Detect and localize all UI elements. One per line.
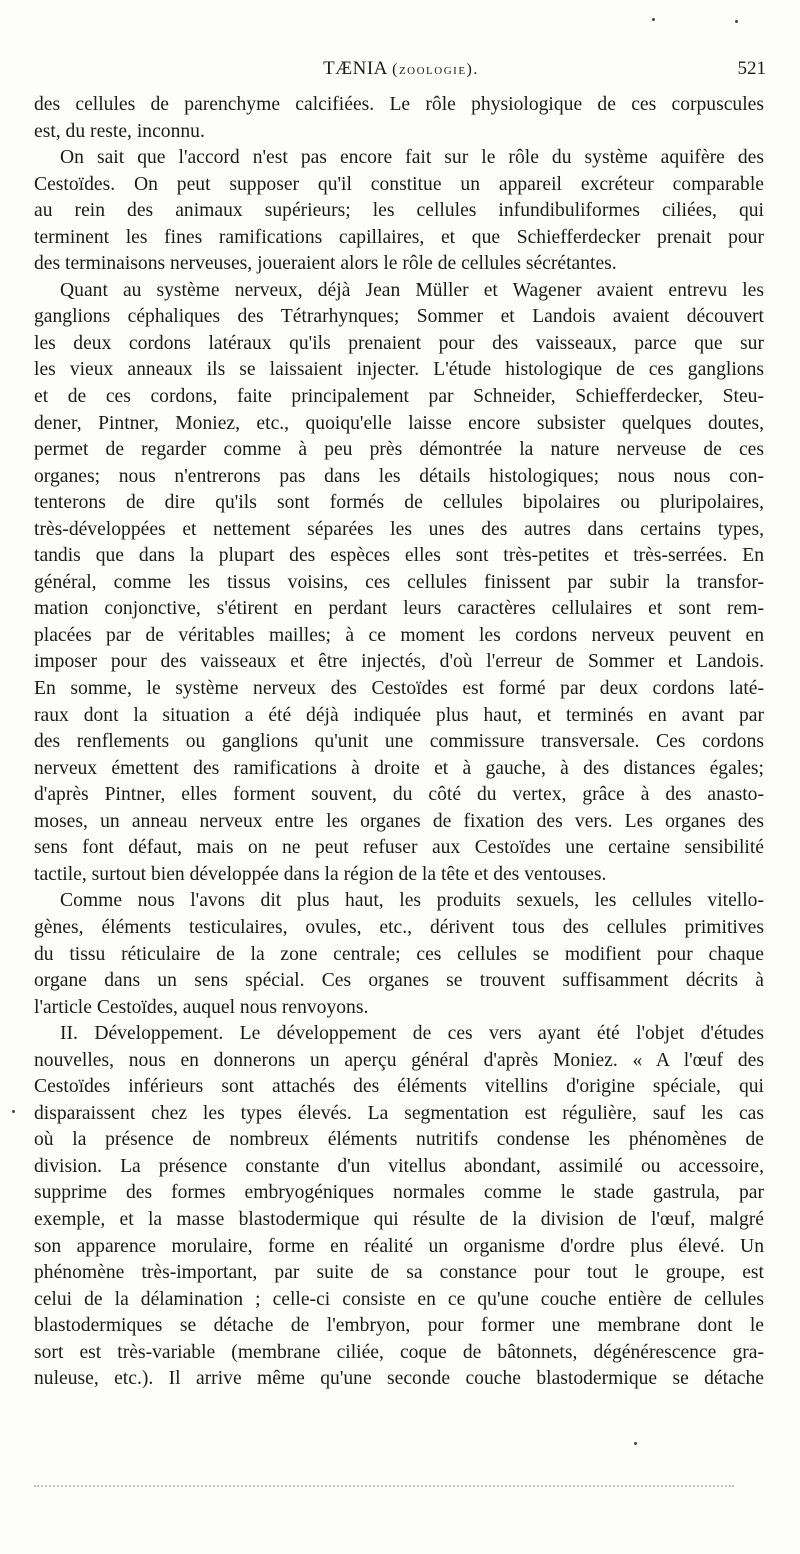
- text-line: phénomène très-important, par suite de sa constance pour tout le groupe, est: [34, 1262, 764, 1284]
- text-line: des terminaisons nerveuses, joueraient alors le rôle de cellules sécrétantes.: [34, 253, 617, 275]
- text-line: blastodermiques se détache de l'embryon, pour former une membrane dont le: [34, 1315, 764, 1337]
- text-line: les deux cordons latéraux qu'ils prenaient pour des vaisseaux, parce que sur: [34, 332, 764, 354]
- running-title-main: TÆNIA: [323, 58, 387, 79]
- text-line: mation conjonctive, s'étirent en perdant leurs caractères cellulaires et sont rem-: [34, 598, 764, 620]
- text-line: du tissu réticulaire de la zone centrale; ces cellules se modifient pour chaque: [34, 943, 764, 965]
- text-line: nouvelles, nous en donnerons un aperçu général d'après Moniez. « A l'œuf des: [34, 1049, 764, 1071]
- text-line: Cestoïdes inférieurs sont attachés des éléments vitellins d'origine spéciale, qui: [34, 1076, 764, 1098]
- running-header: [36, 58, 766, 90]
- text-line: nuleuse, etc.). Il arrive même qu'une seconde couche blastodermique se détache: [34, 1368, 764, 1390]
- text-line: gènes, éléments testiculaires, ovules, etc., dérivent tous des cellules primitives: [34, 916, 764, 938]
- text-line: organes; nous n'entrerons pas dans les détails histologiques; nous nous con-: [34, 465, 764, 487]
- text-line: raux dont la situation a été déjà indiquée plus haut, et terminés en avant par: [34, 704, 764, 726]
- text-line: sens font défaut, mais on ne peut refuser aux Cestoïdes une certaine sensibilité: [34, 837, 764, 859]
- scan-speck: [12, 1110, 15, 1113]
- text-line: où la présence de nombreux éléments nutritifs condense les phénomènes de: [34, 1129, 764, 1151]
- text-line: général, comme les tissus voisins, ces cellules finissent par subir la transfor-: [34, 571, 764, 593]
- footer-scan-artifact: [34, 1485, 734, 1489]
- scan-speck: [634, 1442, 637, 1445]
- text-line: On sait que l'accord n'est pas encore fait sur le rôle du système aquifère des: [60, 147, 764, 169]
- text-line: permet de regarder comme à peu près démontrée la nature nerveuse de ces: [34, 439, 764, 461]
- text-line: est, du reste, inconnu.: [34, 120, 205, 142]
- text-line: sort est très-variable (membrane ciliée, coque de bâtonnets, dégénérescence gra-: [34, 1341, 764, 1363]
- text-line: celui de la délamination ; celle-ci consiste en ce qu'une couche entière de cellules: [34, 1288, 764, 1310]
- text-line: tandis que dans la plupart des espèces elles sont très-petites et très-serrées. En: [34, 545, 764, 567]
- text-line: Quant au système nerveux, déjà Jean Müller et Wagener avaient entrevu les: [60, 279, 764, 301]
- text-line: supprime des formes embryogéniques normales comme le stade gastrula, par: [34, 1182, 764, 1204]
- running-title: [36, 58, 766, 80]
- scan-speck: [652, 18, 655, 21]
- text-line: des renflements ou ganglions qu'unit une commissure transversale. Ces cordons: [34, 731, 764, 753]
- text-line: très-développées et nettement séparées les unes des autres dans certains types,: [34, 518, 764, 540]
- text-line: imposer pour des vaisseaux et être injectés, d'où l'erreur de Sommer et Landois.: [34, 651, 764, 673]
- text-line: Cestoïdes. On peut supposer qu'il constitue un appareil excréteur comparable: [34, 173, 764, 195]
- text-line: tactile, surtout bien développée dans la région de la tête et des ventouses.: [34, 863, 607, 885]
- text-line: ganglions céphaliques des Tétrarhynques; Sommer et Landois avaient découvert: [34, 306, 764, 328]
- text-line: II. Développement. Le développement de ces vers ayant été l'objet d'études: [60, 1023, 764, 1045]
- text-line: En somme, le système nerveux des Cestoïdes est formé par deux cordons laté-: [34, 678, 764, 700]
- running-title-sub: (zoologie).: [392, 61, 479, 78]
- text-line: placées par de véritables mailles; à ce moment les cordons nerveux peuvent en: [34, 624, 764, 646]
- text-line: son apparence morulaire, forme en réalité un organisme d'ordre plus élevé. Un: [34, 1235, 764, 1257]
- text-line: tenterons de dire qu'ils sont formés de cellules bipolaires ou pluripolaires,: [34, 492, 764, 514]
- text-line: des cellules de parenchyme calcifiées. Le rôle physiologique de ces corpuscules: [34, 94, 764, 115]
- text-line: les vieux anneaux ils se laissaient injecter. L'étude histologique de ces ganglions: [34, 359, 764, 381]
- text-line: et de ces cordons, faite principalement par Schneider, Schiefferdecker, Steu-: [34, 386, 764, 408]
- text-line: terminent les fines ramifications capillaires, et que Schiefferdecker prenait pour: [34, 226, 764, 248]
- scan-speck: [735, 20, 738, 23]
- body-text: [34, 92, 764, 1393]
- text-line: Comme nous l'avons dit plus haut, les produits sexuels, les cellules vitello-: [60, 890, 764, 912]
- text-line: moses, un anneau nerveux entre les organes de fixation des vers. Les organes des: [34, 810, 764, 832]
- text-line: l'article Cestoïdes, auquel nous renvoyons.: [34, 996, 369, 1018]
- text-line: disparaissent chez les types élevés. La segmentation est régulière, sauf les cas: [34, 1102, 764, 1124]
- text-line: dener, Pintner, Moniez, etc., quoiqu'elle laisse encore subsister quelques doutes,: [34, 412, 764, 434]
- text-line: d'après Pintner, elles forment souvent, du côté du vertex, grâce à des anasto-: [34, 784, 764, 806]
- text-line: exemple, et la masse blastodermique qui résulte de la division de l'œuf, malgré: [34, 1208, 764, 1230]
- text-line: nerveux émettent des ramifications à droite et à gauche, à des distances égales;: [34, 757, 764, 779]
- text-line: organe dans un sens spécial. Ces organes se trouvent suffisamment décrits à: [34, 970, 764, 992]
- text-line: au rein des animaux supérieurs; les cellules infundibuliformes ciliées, qui: [34, 200, 764, 222]
- text-line: division. La présence constante d'un vitellus abondant, assimilé ou accessoire,: [34, 1155, 764, 1177]
- page-number: 521: [737, 58, 766, 79]
